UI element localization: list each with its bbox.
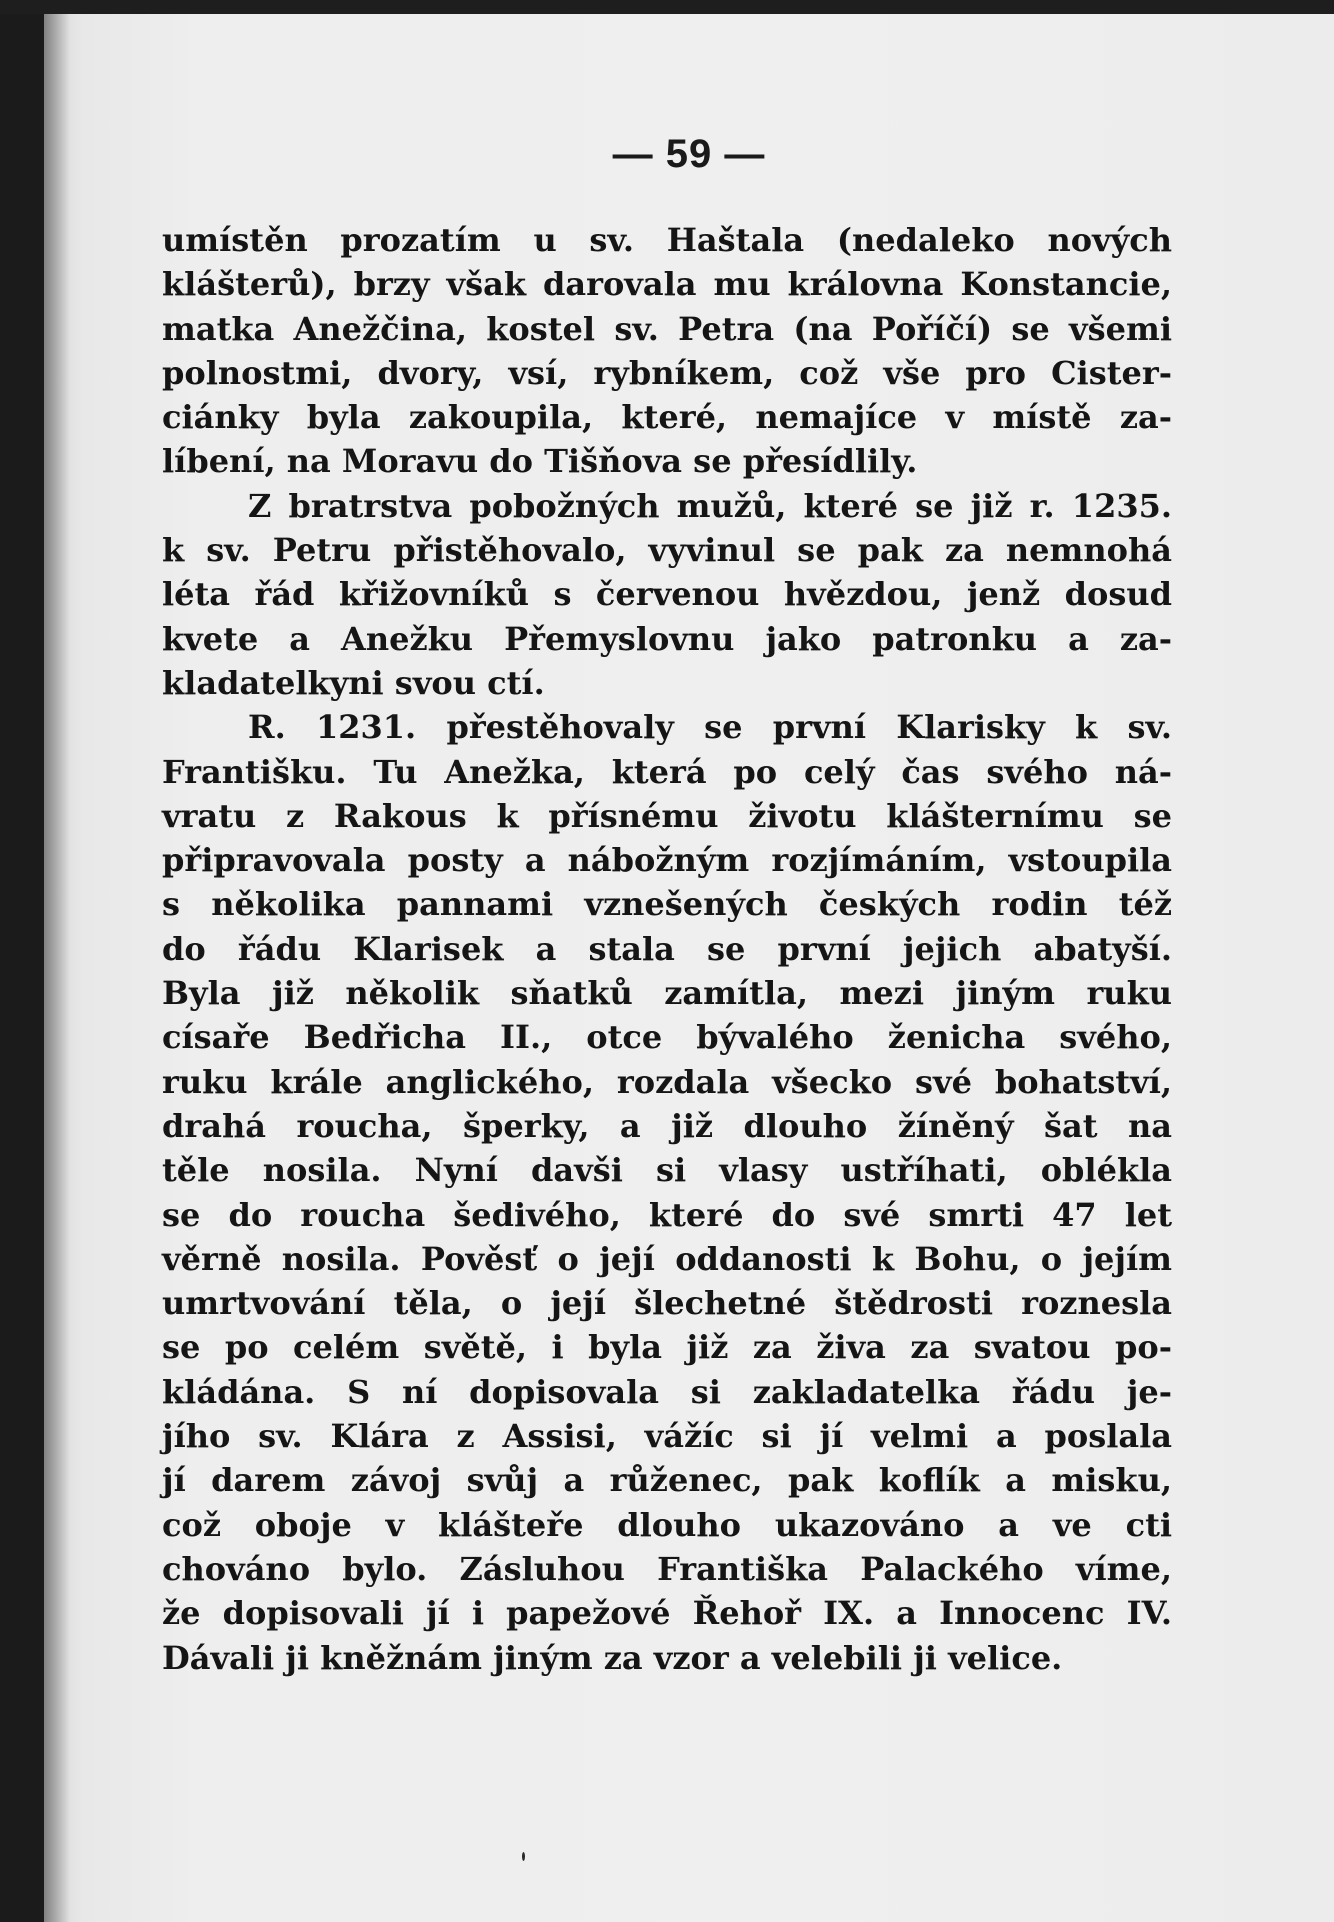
text-line: kladatelkyni svou ctí.	[162, 663, 545, 702]
text-line: se do roucha šedivého, které do své smrti 47 let	[162, 1195, 1172, 1234]
text-line: Z bratrstva pobožných mužů, které se již r. 1235.	[248, 486, 1172, 525]
text-line: Františku. Tu Anežka, která po celý čas svého ná-	[162, 752, 1172, 791]
text-line: s několika pannami vznešených českých rodin též	[162, 885, 1172, 924]
text-line: jího sv. Klára z Assisi, vážíc si jí velmi a poslala	[162, 1417, 1172, 1456]
text-line: umrtvování těla, o její šlechetné štědrosti roznesla	[162, 1284, 1172, 1323]
text-line: k sv. Petru přistěhovalo, vyvinul se pak za nemnohá	[162, 531, 1172, 570]
spine-shadow	[44, 14, 70, 1922]
body-text	[162, 218, 1172, 1680]
text-line: kládána. S ní dopisovala si zakladatelka řádu je-	[162, 1372, 1172, 1411]
text-line: matka Anežčina, kostel sv. Petra (na Poříčí) se všemi	[162, 309, 1172, 348]
text-line: těle nosila. Nyní davši si vlasy ustříhati, oblékla	[162, 1151, 1172, 1190]
scan-top-edge	[0, 0, 1334, 14]
text-line: vratu z Rakous k přísnému životu klášternímu se	[162, 796, 1172, 835]
text-line: připravovala posty a nábožným rozjímáním, vstoupila	[162, 841, 1172, 880]
scan-speck	[522, 1852, 525, 1861]
text-line: ruku krále anglického, rozdala všecko své bohatství,	[162, 1062, 1172, 1101]
text-line: líbení, na Moravu do Tišňova se přesídlily.	[162, 442, 918, 481]
page-number: — 59 —	[612, 132, 766, 176]
book-page	[44, 14, 1334, 1922]
text-line: polnostmi, dvory, vsí, rybníkem, což vše pro Cister-	[162, 353, 1172, 392]
text-line: jí darem závoj svůj a růženec, pak koflík a misku,	[162, 1461, 1172, 1500]
text-line: chováno bylo. Zásluhou Františka Palackého víme,	[162, 1549, 1172, 1588]
text-line: drahá roucha, šperky, a již dlouho žíněný šat na	[162, 1106, 1172, 1145]
text-line: což oboje v klášteře dlouho ukazováno a ve cti	[162, 1505, 1172, 1544]
text-line: umístěn prozatím u sv. Haštala (nedaleko nových	[162, 221, 1172, 259]
text-line: že dopisovali jí i papežové Řehoř IX. a Innocenc IV.	[162, 1594, 1172, 1633]
text-line: R. 1231. přestěhovaly se první Klarisky k sv.	[248, 708, 1172, 747]
text-line: ciánky byla zakoupila, které, nemajíce v místě za-	[162, 398, 1172, 437]
text-line: kvete a Anežku Přemyslovnu jako patronku a za-	[162, 619, 1172, 658]
text-line: se po celém světě, i byla již za živa za svatou po-	[162, 1328, 1172, 1367]
text-line: císaře Bedřicha II., otce bývalého ženicha svého,	[162, 1018, 1172, 1057]
text-line: léta řád křižovníků s červenou hvězdou, jenž dosud	[162, 575, 1172, 614]
text-line: Dávali ji kněžnám jiným za vzor a velebili ji velice.	[162, 1638, 1063, 1677]
text-line: klášterů), brzy však darovala mu královna Konstancie,	[162, 265, 1172, 304]
text-line: Byla již několik sňatků zamítla, mezi jiným ruku	[162, 974, 1172, 1013]
text-line: do řádu Klarisek a stala se první jejich abatyší.	[162, 929, 1172, 968]
text-line: věrně nosila. Pověsť o její oddanosti k Bohu, o jejím	[162, 1239, 1172, 1278]
